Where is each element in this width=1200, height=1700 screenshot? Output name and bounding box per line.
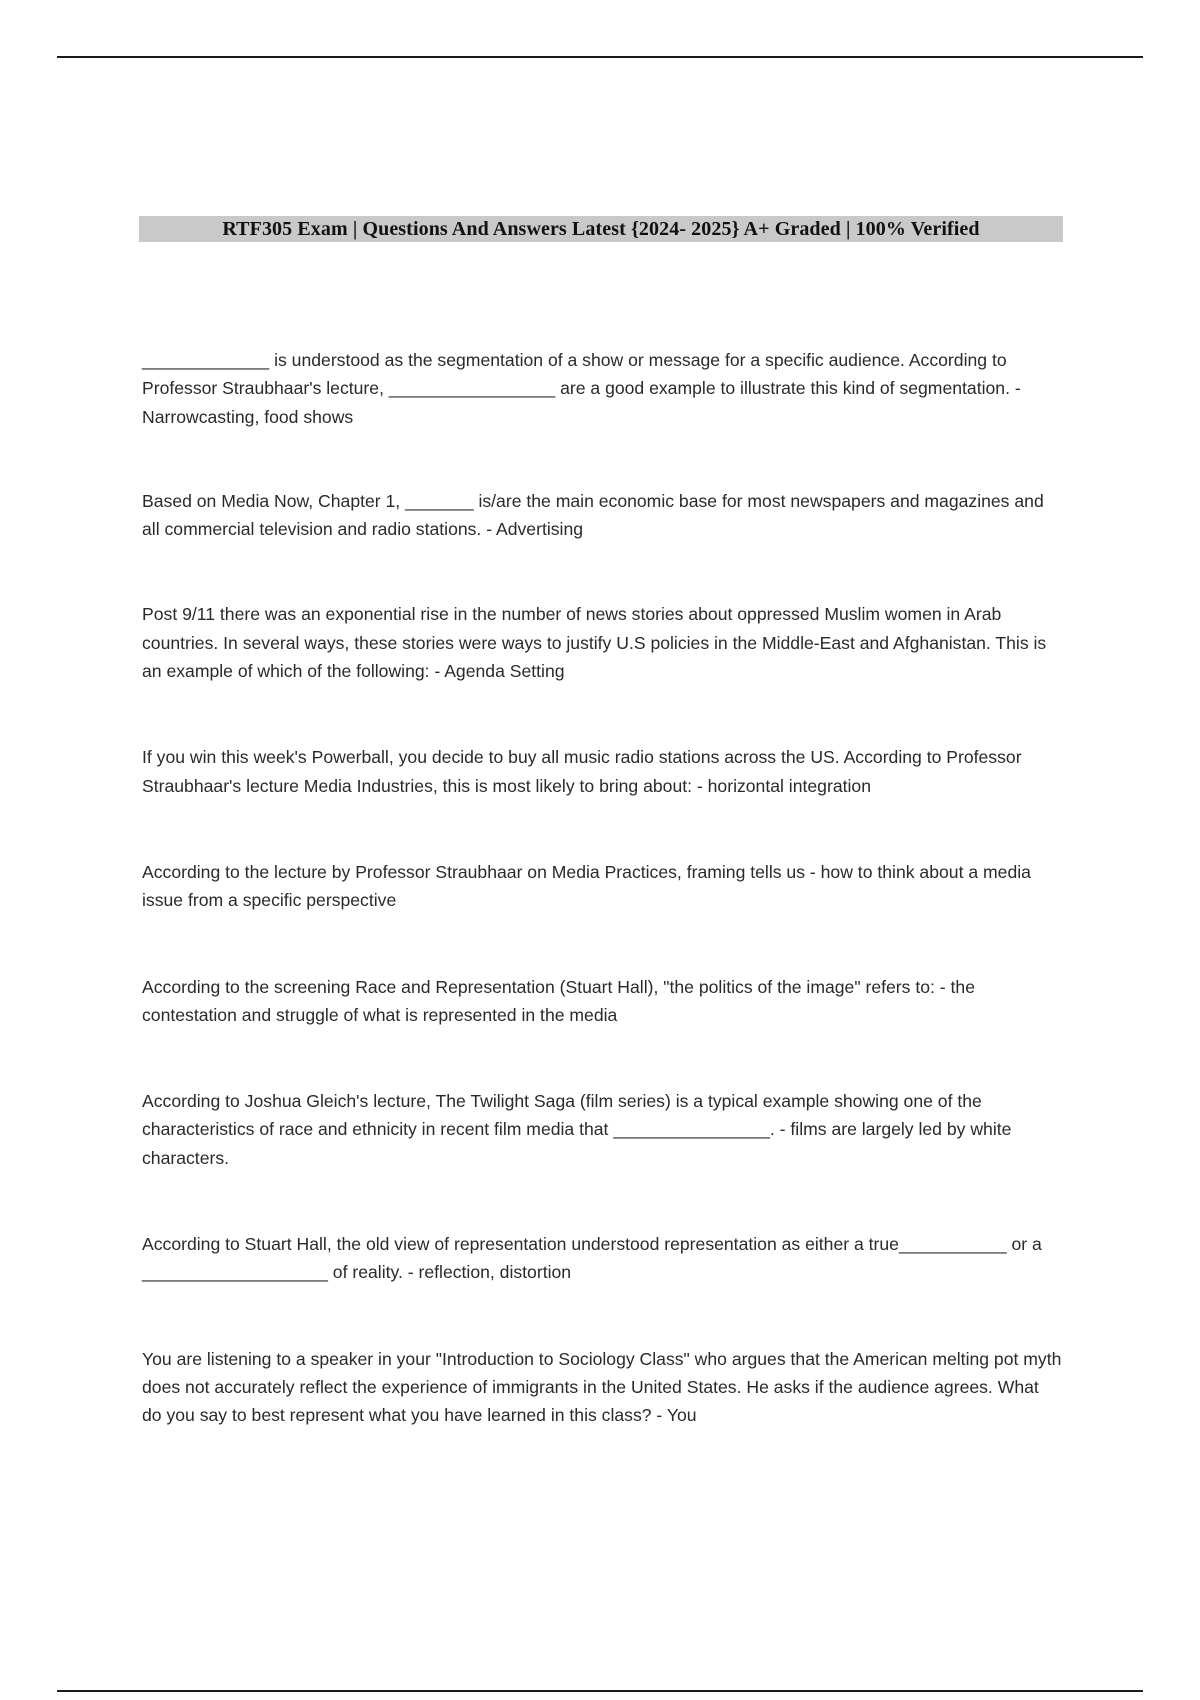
qa-item-7: According to Joshua Gleich's lecture, The Twilight Saga (film series) is a typical example showing one of the characteristics of race and ethnicity in recent film media that ________________. - films are largely led by white characters. <box>142 1091 1012 1168</box>
qa-item-4: If you win this week's Powerball, you decide to buy all music radio stations across the US. According to Professor Straubhaar's lecture Media Industries, this is most likely to bring about: - horizontal integration <box>142 747 1022 796</box>
qa-item-6: According to the screening Race and Representation (Stuart Hall), "the politics of the image" refers to: - the contestation and struggle of what is represented in the media <box>142 976 975 1025</box>
document-title: RTF305 Exam | Questions And Answers Latest {2024- 2025} A+ Graded | 100% Verified <box>222 217 980 240</box>
title-banner <box>139 216 1063 242</box>
qa-item-2: Based on Media Now, Chapter 1, _______ is/are the main economic base for most newspapers and magazines and all commercial television and radio stations. - Advertising <box>142 490 1044 540</box>
bottom-rule <box>57 1690 1143 1692</box>
qa-item-3: Post 9/11 there was an exponential rise in the number of news stories about oppressed Muslim women in Arab countries. In several ways, these stories were ways to justify U.S policies in the Middle-East and Afghanistan. This is an example of which of the following: - Agenda Setting <box>142 604 1047 682</box>
qa-item-5: According to the lecture by Professor Straubhaar on Media Practices, framing tells us - how to think about a media issue from a specific perspective <box>142 861 1031 911</box>
qa-item-8: According to Stuart Hall, the old view of representation understood representation as either a true___________ or a ___________________ of reality. - reflection, distortion <box>142 1234 1042 1283</box>
qa-item-9: You are listening to a speaker in your "Introduction to Sociology Class" who argues that the American melting pot myth does not accurately reflect the experience of immigrants in the United States. He asks if the audience agrees. What do you say to best represent what you have learned in this class? - You <box>142 1348 1062 1426</box>
question-answer-list <box>142 346 1062 1430</box>
qa-item-1: _____________ is understood as the segmentation of a show or message for a specific audience. According to Professor Straubhaar's lecture, _________________ are a good example to illustrate this kind of segmentation. - Narrowcasting, food shows <box>142 350 1021 427</box>
top-rule <box>57 56 1143 58</box>
